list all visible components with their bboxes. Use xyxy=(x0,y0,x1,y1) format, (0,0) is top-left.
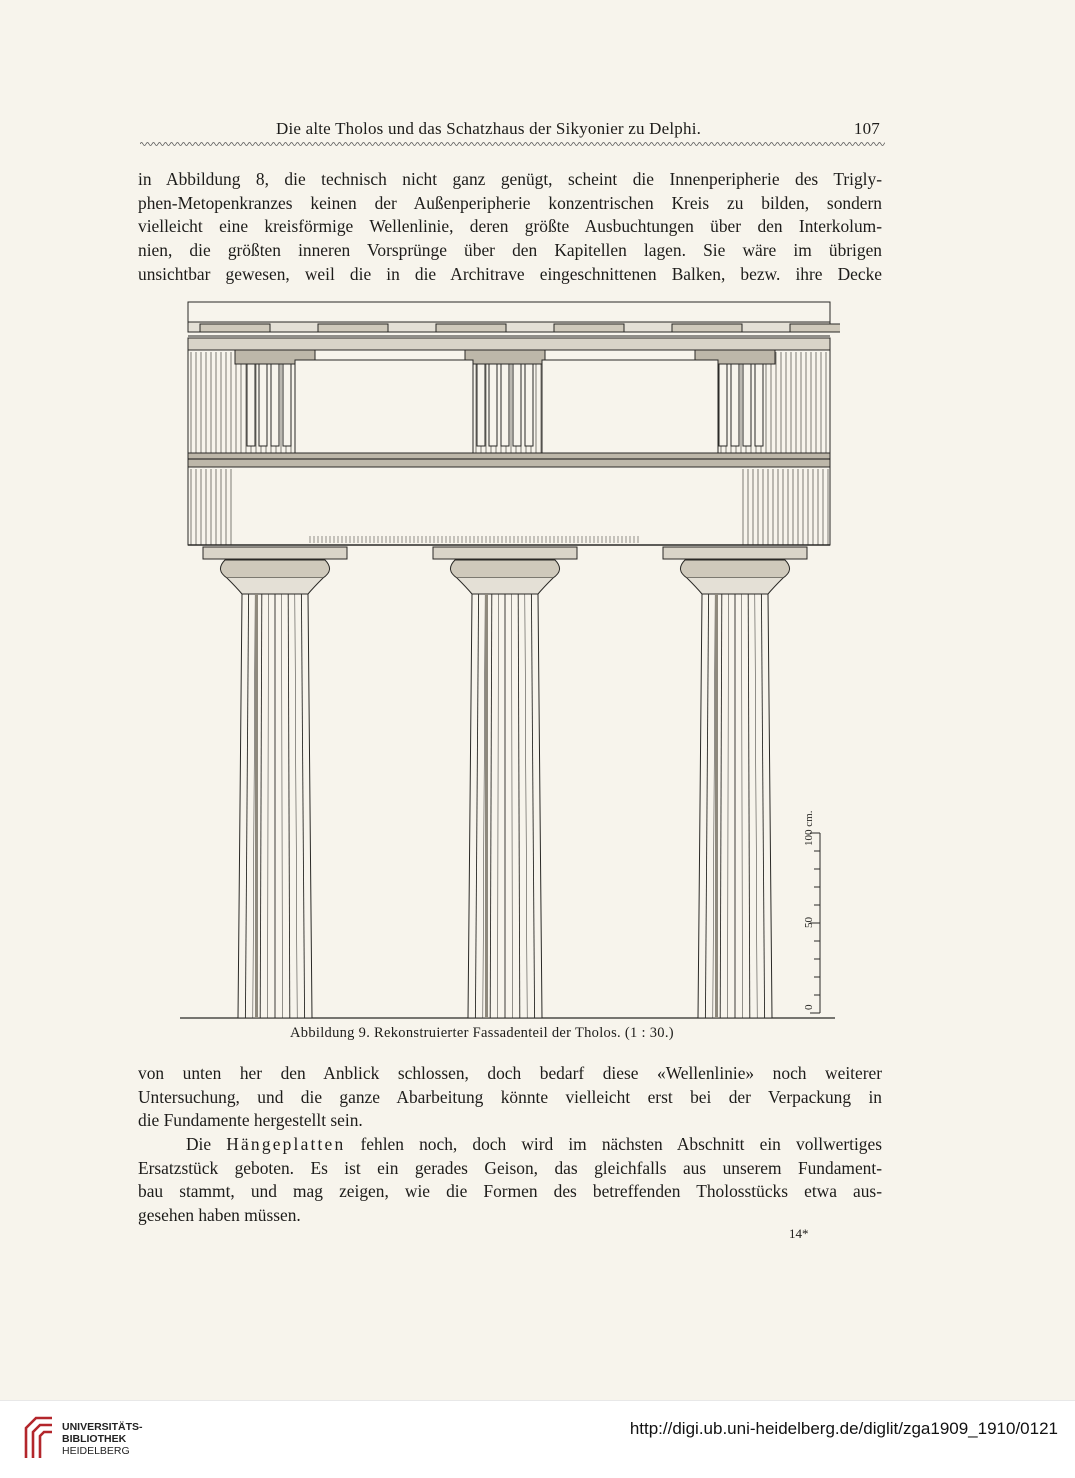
paragraph-top xyxy=(138,168,882,286)
figure-caption: Abbildung 9. Rekonstruierter Fassadenteil der Tholos. (1 : 30.) xyxy=(290,1025,674,1041)
running-head-title: Die alte Tholos und das Schatzhaus der Sikyonier zu Delphi. xyxy=(276,119,702,138)
library-line: UNIVERSITÄTS- xyxy=(62,1421,143,1433)
text-line xyxy=(138,1133,882,1157)
text-line: Ersatzstück geboten. Es ist ein gerades Geison, das gleichfalls aus unserem Fundament- xyxy=(138,1157,882,1178)
text-line: bau stammt, und mag zeigen, wie die Formen des betreffenden Tholosstücks etwa aus- xyxy=(138,1181,882,1202)
page-number: 107 xyxy=(853,119,880,138)
text-line: unsichtbar gewesen, weil die in die Architrave eingeschnittenen Balken, bezw. ihre Decke xyxy=(138,263,882,284)
source-url[interactable]: http://digi.ub.uni-heidelberg.de/diglit/zga1909_1910/0121 xyxy=(629,1419,1058,1438)
library-line: BIBLIOTHEK xyxy=(62,1433,127,1445)
text-line: vielleicht eine kreisförmige Wellenlinie, deren größte Ausbuchtungen über den Interkolum- xyxy=(138,216,882,237)
running-head xyxy=(148,118,880,140)
library-name xyxy=(62,1421,143,1457)
text-line: phen-Metopenkranzes keinen der Außenperipherie konzentrischen Kreis zu bilden, sondern xyxy=(138,192,882,213)
text-line: nien, die größten inneren Vorsprünge über den Kapitellen lagen. Sie wäre im übrigen xyxy=(138,240,882,261)
scale-label-100: 100 cm. xyxy=(803,810,815,846)
text-line: in Abbildung 8, die technisch nicht ganz genügt, scheint die Innenperipherie des Trigly- xyxy=(138,169,882,189)
facade-drawing xyxy=(180,298,840,1028)
library-footer xyxy=(0,1400,1075,1478)
text-prefix: Die xyxy=(186,1134,227,1154)
signature-mark: 14* xyxy=(789,1226,809,1241)
paragraph-last xyxy=(138,1133,882,1228)
scale-label-0: 0 xyxy=(803,1004,815,1010)
library-logo-icon xyxy=(20,1414,56,1460)
text-line: Untersuchung, und die ganze Abarbeitung könnte vielleicht erst bei der Verpackung in xyxy=(138,1086,882,1107)
wavy-rule xyxy=(140,140,885,148)
text-line: von unten her den Anblick schlossen, doch bedarf diese «Wellenlinie» noch weiterer xyxy=(138,1063,882,1083)
scale-label-50: 50 xyxy=(803,917,815,928)
paragraph-middle xyxy=(138,1062,882,1133)
text-rest: fehlen noch, doch wird im nächsten Abschnitt ein vollwertiges xyxy=(345,1134,882,1154)
text-line: die Fundamente hergestellt sein. xyxy=(138,1110,363,1131)
spaced-word: Hängeplatten xyxy=(226,1134,346,1154)
text-line: gesehen haben müssen. xyxy=(138,1205,301,1226)
library-line: HEIDELBERG xyxy=(62,1445,130,1457)
